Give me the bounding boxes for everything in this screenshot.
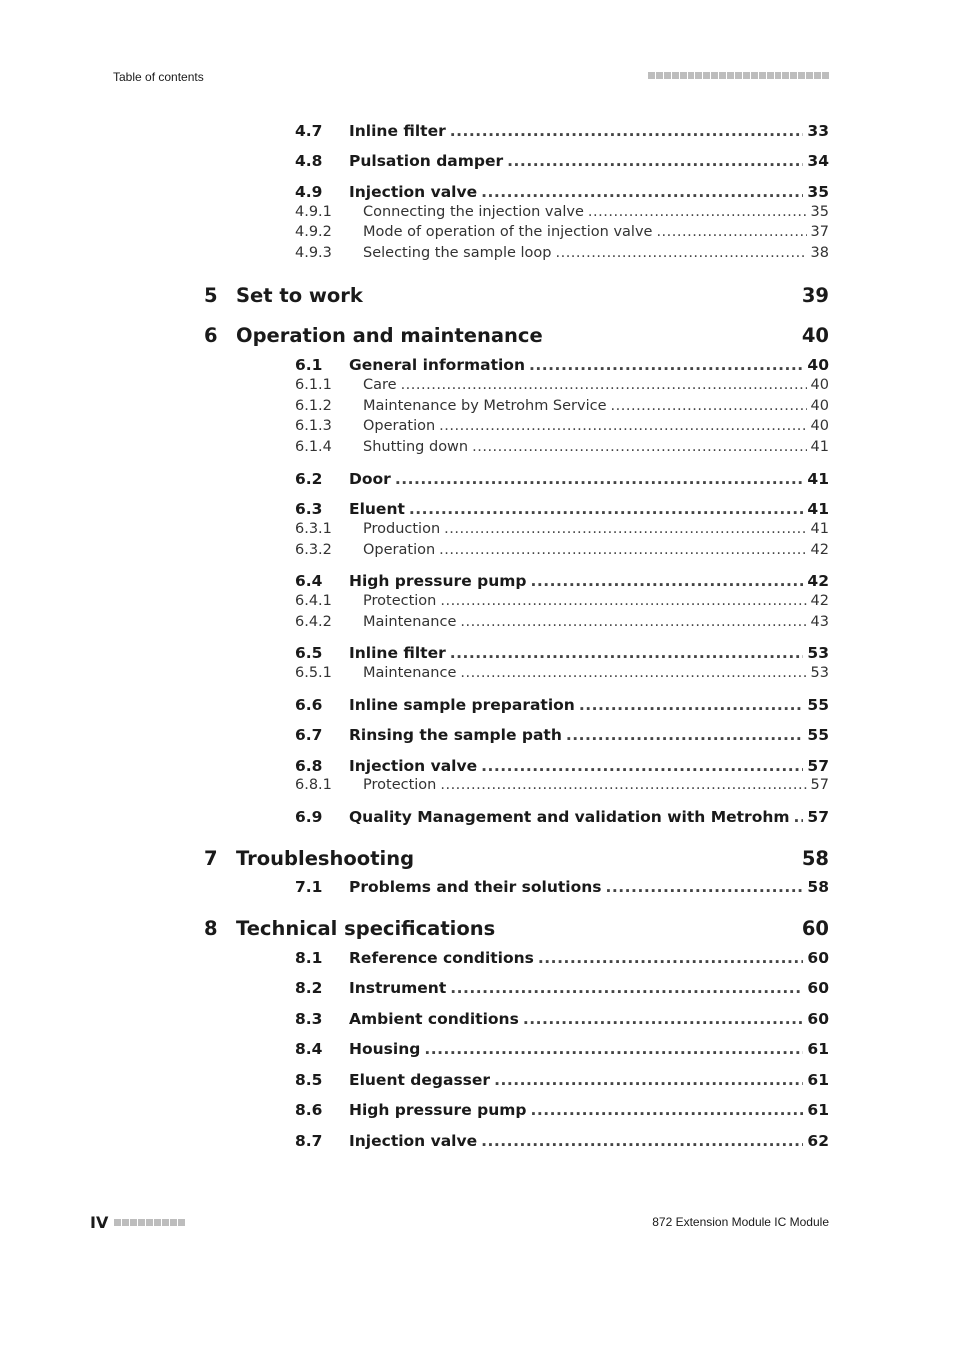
toc-number: 8.4 — [295, 1040, 323, 1058]
toc-page: 53 — [807, 644, 829, 662]
toc-title: Eluent degasser — [349, 1071, 491, 1089]
toc-page: 60 — [807, 1010, 829, 1028]
toc-section[interactable] — [295, 949, 829, 967]
toc-number: 6.4.1 — [295, 593, 332, 609]
toc-section[interactable] — [295, 1101, 829, 1119]
toc-number: 5 — [204, 284, 218, 307]
toc-title: Maintenance — [363, 614, 457, 630]
toc-number: 8.3 — [295, 1010, 323, 1028]
toc-page: 34 — [807, 152, 829, 170]
toc-page: 41 — [810, 521, 829, 537]
toc-number: 6 — [204, 324, 218, 347]
toc-number: 8.7 — [295, 1132, 323, 1150]
dot-leader — [611, 398, 807, 414]
toc-subsection[interactable] — [295, 245, 829, 261]
toc-title: Instrument — [349, 979, 447, 997]
toc-title: Reference conditions — [349, 949, 534, 967]
dot-leader — [439, 418, 806, 434]
toc-page: 55 — [807, 696, 829, 714]
toc-number: 4.9.3 — [295, 245, 332, 261]
toc-page: 40 — [810, 418, 829, 434]
toc-section[interactable] — [295, 500, 829, 518]
toc-number: 6.4 — [295, 572, 323, 590]
toc-number: 6.5.1 — [295, 665, 332, 681]
toc-section[interactable] — [295, 644, 829, 662]
toc-page: 38 — [810, 245, 829, 261]
dot-leader — [409, 500, 804, 518]
toc-number: 6.1.2 — [295, 398, 332, 414]
toc-title: Maintenance by Metrohm Service — [363, 398, 607, 414]
toc-chapter[interactable] — [204, 284, 829, 307]
toc-subsection[interactable] — [295, 377, 829, 393]
dot-leader — [523, 1010, 804, 1028]
footer-decoration — [114, 1219, 185, 1226]
dot-leader — [450, 644, 804, 662]
toc-subsection[interactable] — [295, 439, 829, 455]
toc-page: 42 — [810, 542, 829, 558]
toc-number: 6.1.4 — [295, 439, 332, 455]
toc-page: 60 — [801, 917, 829, 940]
toc-section[interactable] — [295, 356, 829, 374]
toc-subsection[interactable] — [295, 521, 829, 537]
dot-leader — [472, 439, 806, 455]
toc-title: Troubleshooting — [236, 847, 415, 870]
toc-page: 61 — [807, 1101, 829, 1119]
toc-page: 60 — [807, 949, 829, 967]
toc-page: 60 — [807, 979, 829, 997]
toc-section[interactable] — [295, 183, 829, 201]
toc-page: 41 — [807, 470, 829, 488]
toc-title: Maintenance — [363, 665, 457, 681]
toc-subsection[interactable] — [295, 224, 829, 240]
dot-leader — [579, 696, 804, 714]
footer-page-block — [90, 1213, 185, 1232]
toc-page: 33 — [807, 122, 829, 140]
toc-page: 40 — [810, 377, 829, 393]
toc-title: Inline sample preparation — [349, 696, 575, 714]
toc-section[interactable] — [295, 696, 829, 714]
dot-leader — [450, 122, 804, 140]
toc-title: Inline filter — [349, 122, 446, 140]
dot-leader — [794, 808, 804, 826]
toc-page: 61 — [807, 1040, 829, 1058]
toc-title: Protection — [363, 777, 437, 793]
dot-leader — [460, 614, 806, 630]
toc-title: Set to work — [236, 284, 363, 307]
toc-chapter[interactable] — [204, 917, 829, 940]
toc-page: 57 — [810, 777, 829, 793]
toc-page: 42 — [810, 593, 829, 609]
dot-leader — [440, 777, 806, 793]
toc-page: 39 — [801, 284, 829, 307]
toc-subsection[interactable] — [295, 398, 829, 414]
toc-number: 6.4.2 — [295, 614, 332, 630]
toc-number: 6.3 — [295, 500, 323, 518]
toc-section[interactable] — [295, 122, 829, 140]
toc-page: 57 — [807, 757, 829, 775]
toc-number: 6.8 — [295, 757, 323, 775]
toc-title: Mode of operation of the injection valve — [363, 224, 653, 240]
toc-section[interactable] — [295, 470, 829, 488]
toc-number: 4.9.1 — [295, 204, 332, 220]
toc-number: 6.3.1 — [295, 521, 332, 537]
toc-page: 35 — [810, 204, 829, 220]
toc-subsection[interactable] — [295, 777, 829, 793]
toc-title: Eluent — [349, 500, 405, 518]
toc-title: General information — [349, 356, 525, 374]
toc-number: 6.2 — [295, 470, 323, 488]
toc-title: Quality Management and validation with Metrohm — [349, 808, 790, 826]
toc-section[interactable] — [295, 572, 829, 590]
dot-leader — [424, 1040, 803, 1058]
toc-number: 6.5 — [295, 644, 323, 662]
toc-section[interactable] — [295, 878, 829, 896]
dot-leader — [440, 593, 806, 609]
toc-number: 8.1 — [295, 949, 323, 967]
toc-subsection[interactable] — [295, 418, 829, 434]
toc-title: Door — [349, 470, 391, 488]
toc-page: 53 — [810, 665, 829, 681]
dot-leader — [395, 470, 804, 488]
dot-leader — [494, 1071, 803, 1089]
toc-title: Protection — [363, 593, 437, 609]
dot-leader — [555, 245, 806, 261]
dot-leader — [606, 878, 804, 896]
toc-number: 6.7 — [295, 726, 323, 744]
toc-page: 55 — [807, 726, 829, 744]
toc-title: Connecting the injection valve — [363, 204, 584, 220]
dot-leader — [450, 979, 803, 997]
toc-number: 8.6 — [295, 1101, 323, 1119]
toc-number: 6.9 — [295, 808, 323, 826]
toc-number: 8 — [204, 917, 218, 940]
toc-subsection[interactable] — [295, 665, 829, 681]
toc-title: Rinsing the sample path — [349, 726, 562, 744]
dot-leader — [481, 183, 803, 201]
toc-page: 43 — [810, 614, 829, 630]
toc-page: 35 — [807, 183, 829, 201]
toc-number: 4.8 — [295, 152, 323, 170]
toc-title: Technical specifications — [236, 917, 496, 940]
toc-chapter[interactable] — [204, 324, 829, 347]
toc-page: 61 — [807, 1071, 829, 1089]
toc-page: 58 — [807, 878, 829, 896]
toc-number: 6.1.3 — [295, 418, 332, 434]
toc-title: Injection valve — [349, 1132, 478, 1150]
running-header-title: Table of contents — [113, 70, 204, 84]
dot-leader — [656, 224, 806, 240]
toc-title: Problems and their solutions — [349, 878, 602, 896]
toc-title: Operation — [363, 542, 436, 558]
toc-section[interactable] — [295, 726, 829, 744]
toc-subsection[interactable] — [295, 542, 829, 558]
toc-section[interactable] — [295, 757, 829, 775]
toc-number: 6.3.2 — [295, 542, 332, 558]
toc-subsection[interactable] — [295, 593, 829, 609]
toc-number: 4.7 — [295, 122, 323, 140]
toc-subsection[interactable] — [295, 204, 829, 220]
toc-number: 4.9 — [295, 183, 323, 201]
dot-leader — [530, 1101, 803, 1119]
document-title: 872 Extension Module IC Module — [652, 1215, 829, 1229]
toc-title: High pressure pump — [349, 1101, 527, 1119]
toc-section[interactable] — [295, 979, 829, 997]
toc-number: 7 — [204, 847, 218, 870]
toc-page: 41 — [807, 500, 829, 518]
toc-page: 58 — [801, 847, 829, 870]
toc-page: 37 — [810, 224, 829, 240]
toc-title: Selecting the sample loop — [363, 245, 552, 261]
toc-chapter[interactable] — [204, 847, 829, 870]
toc-section[interactable] — [295, 152, 829, 170]
toc-subsection[interactable] — [295, 614, 829, 630]
dot-leader — [481, 757, 803, 775]
toc-title: Shutting down — [363, 439, 469, 455]
toc-title: Injection valve — [349, 757, 478, 775]
dot-leader — [401, 377, 807, 393]
toc-page: 62 — [807, 1132, 829, 1150]
page-number: IV — [90, 1213, 109, 1232]
toc-number: 6.1 — [295, 356, 323, 374]
toc-page: 57 — [807, 808, 829, 826]
dot-leader — [439, 542, 806, 558]
toc-title: Pulsation damper — [349, 152, 504, 170]
toc-title: Inline filter — [349, 644, 446, 662]
dot-leader — [444, 521, 806, 537]
toc-title: High pressure pump — [349, 572, 527, 590]
toc-title: Care — [363, 377, 397, 393]
dot-leader — [588, 204, 807, 220]
toc-page: 40 — [801, 324, 829, 347]
toc-title: Housing — [349, 1040, 421, 1058]
dot-leader — [530, 572, 803, 590]
dot-leader — [529, 356, 803, 374]
toc-number: 6.6 — [295, 696, 323, 714]
toc-number: 8.2 — [295, 979, 323, 997]
toc-number: 4.9.2 — [295, 224, 332, 240]
dot-leader — [566, 726, 804, 744]
toc-page: 40 — [810, 398, 829, 414]
toc-page: 42 — [807, 572, 829, 590]
toc-title: Operation and maintenance — [236, 324, 543, 347]
toc-section[interactable] — [295, 808, 829, 826]
toc-number: 7.1 — [295, 878, 323, 896]
toc-number: 6.1.1 — [295, 377, 332, 393]
toc-number: 8.5 — [295, 1071, 323, 1089]
toc-section[interactable] — [295, 1040, 829, 1058]
toc-title: Operation — [363, 418, 436, 434]
toc-number: 6.8.1 — [295, 777, 332, 793]
toc-section[interactable] — [295, 1010, 829, 1028]
dot-leader — [481, 1132, 803, 1150]
toc-page: 40 — [807, 356, 829, 374]
header-decoration — [648, 72, 829, 80]
toc-section[interactable] — [295, 1132, 829, 1150]
toc-title: Production — [363, 521, 441, 537]
dot-leader — [538, 949, 804, 967]
toc-section[interactable] — [295, 1071, 829, 1089]
toc-title: Ambient conditions — [349, 1010, 519, 1028]
toc-title: Injection valve — [349, 183, 478, 201]
dot-leader — [460, 665, 806, 681]
dot-leader — [507, 152, 803, 170]
toc-page: 41 — [810, 439, 829, 455]
